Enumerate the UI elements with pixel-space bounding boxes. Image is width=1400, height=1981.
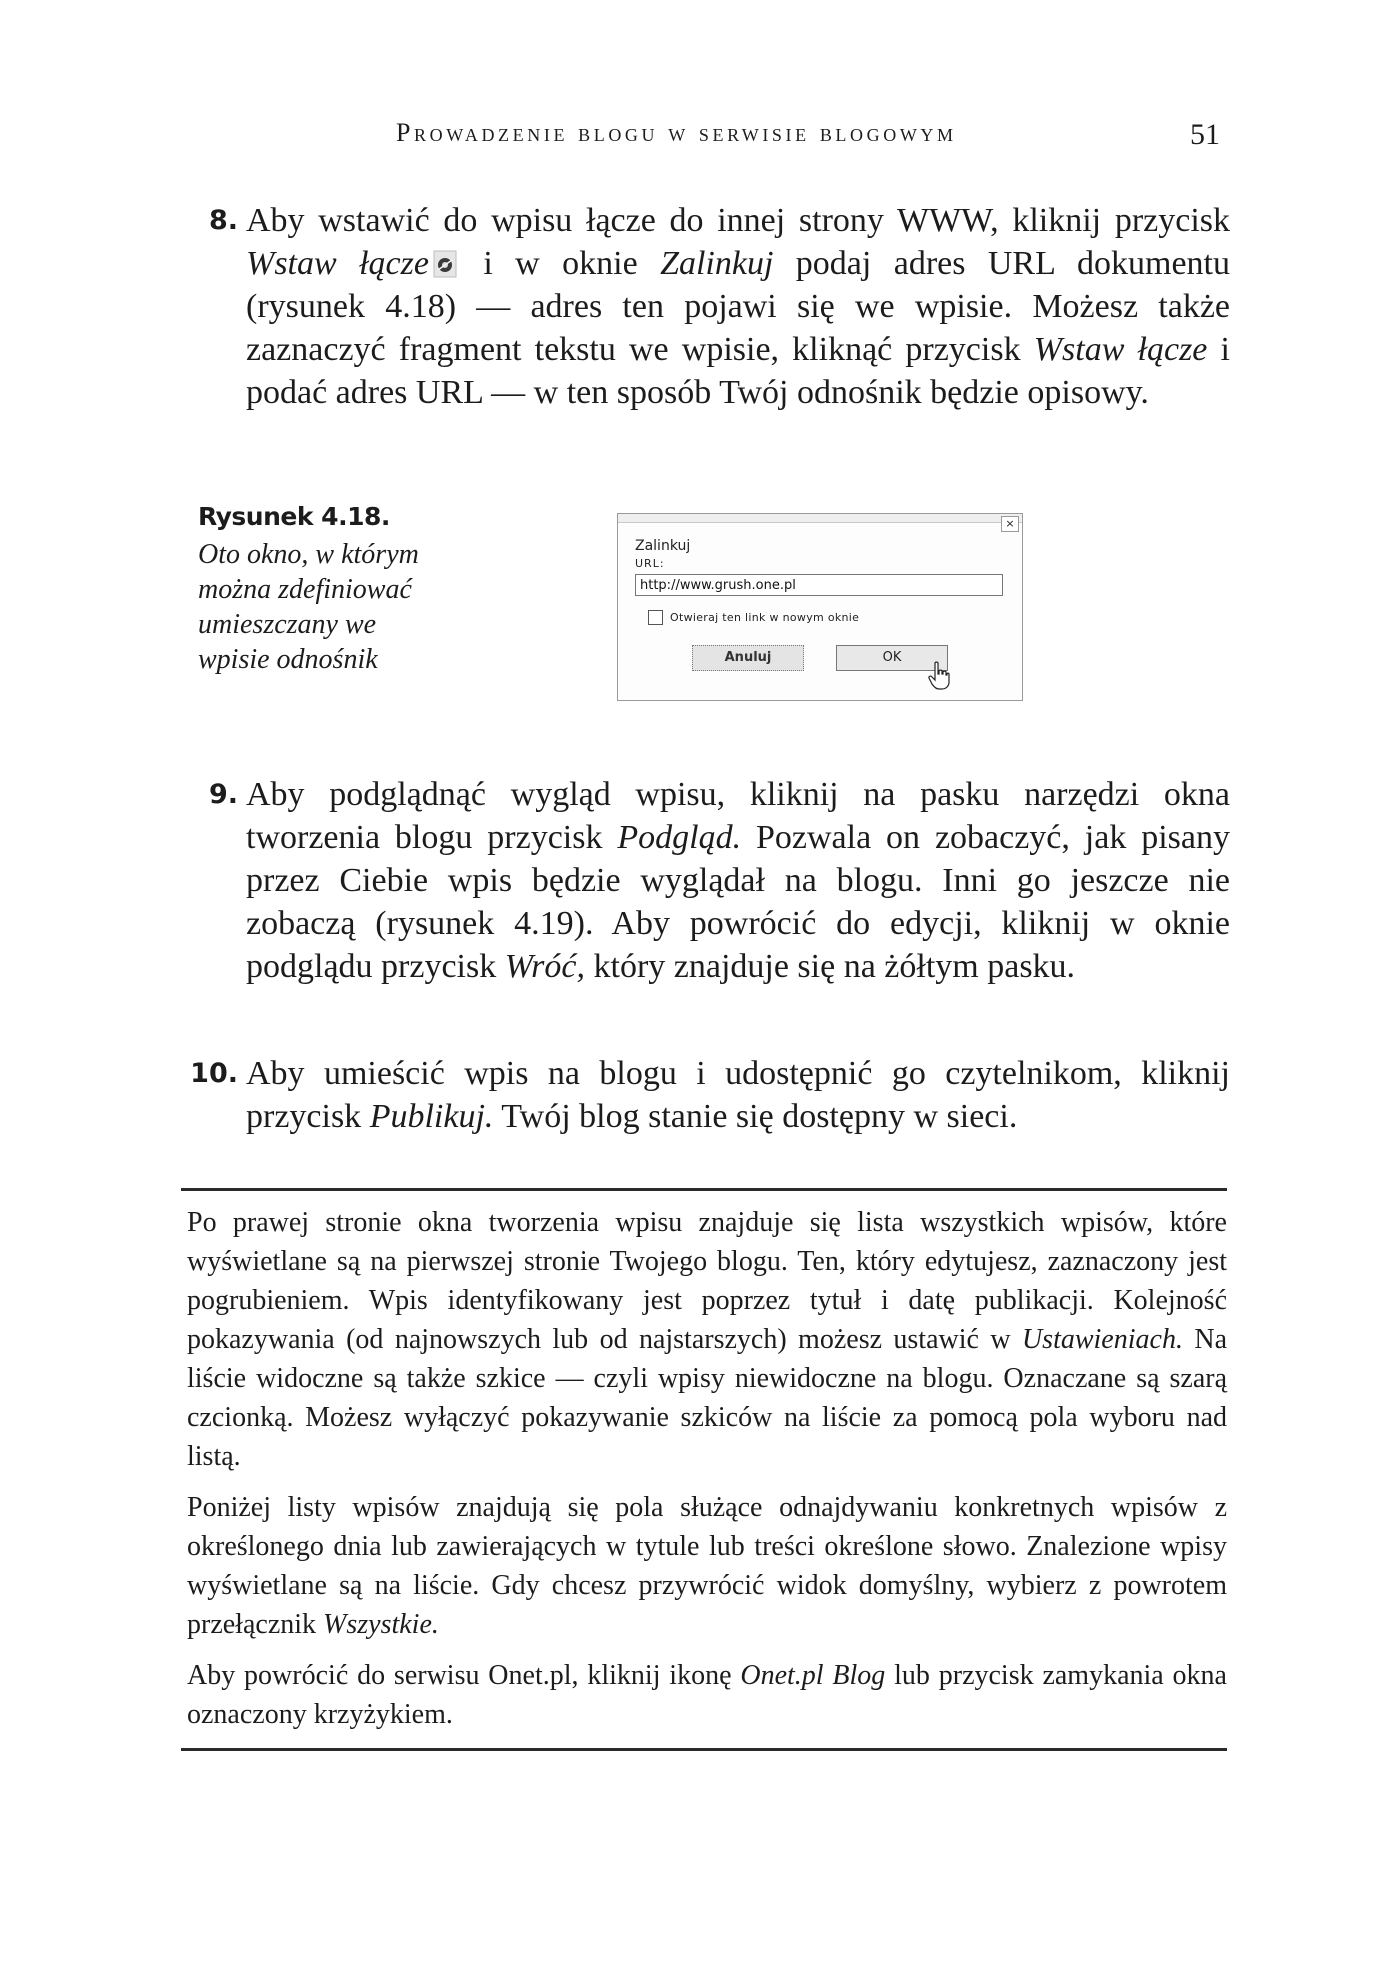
step-number: 9.	[208, 779, 238, 810]
new-window-checkbox-label: Otwieraj ten link w nowym oknie	[670, 611, 860, 624]
url-label: URL:	[635, 557, 665, 570]
dialog-titlebar	[618, 514, 1022, 523]
insert-link-icon	[433, 246, 457, 274]
step-text: Aby podglądnąć wygląd wpisu, kliknij na pasku narzędzi okna tworzenia blogu przycisk Podgląd. Pozwala on zobaczyć, jak pisany przez Ciebie wpis będzie wyglądał na blogu. Inni go jeszcze nie zobaczą (rysunek 4.19). Aby powrócić do edycji, kliknij w oknie podglądu przycisk Wróć, który znajduje się na żółtym pasku.	[246, 776, 1230, 985]
note-paragraph: Aby powrócić do serwisu Onet.pl, kliknij ikonę Onet.pl Blog lub przycisk zamykania okna oznaczony krzyżykiem.	[187, 1660, 1227, 1730]
hand-cursor-icon	[928, 661, 950, 691]
running-head-title: Prowadzenie blogu w serwisie blogowym	[396, 118, 957, 147]
step-10	[190, 1052, 1230, 1138]
figure-caption-text: Oto okno, w którym można zdefiniować umieszczany we wpisie odnośnik	[198, 539, 419, 675]
step-9	[190, 773, 1230, 988]
url-input[interactable]: http://www.grush.one.pl	[635, 574, 1003, 596]
cancel-button[interactable]: Anuluj	[692, 645, 804, 671]
step-text: Aby wstawić do wpisu łącze do innej strony WWW, kliknij przycisk Wstaw łącze i w oknie Zalinkuj podaj adres URL dokumentu (rysunek 4.18) — adres ten pojawi się we wpisie. Możesz także zaznaczyć fragment tekstu we wpisie, kliknąć przycisk Wstaw łącze i podać adres URL — w ten sposób Twój odnośnik będzie opisowy.	[246, 202, 1230, 411]
note-box	[181, 1188, 1227, 1751]
new-window-checkbox[interactable]	[648, 610, 663, 625]
ok-button[interactable]: OK	[836, 645, 948, 671]
note-paragraph: Poniżej listy wpisów znajdują się pola służące odnajdywaniu konkretnych wpisów z określonego dnia lub zawierających w tytule lub treści określone słowo. Znalezione wpisy wyświetlane są na liście. Gdy chcesz przywrócić widok domyślny, wybierz z powrotem przełącznik Wszystkie.	[187, 1492, 1227, 1640]
dialog-title: Zalinkuj	[635, 538, 691, 554]
running-head	[396, 118, 1220, 158]
step-number: 10.	[190, 1058, 238, 1089]
figure-caption	[198, 502, 428, 677]
step-number: 8.	[208, 205, 238, 236]
note-paragraph: Po prawej stronie okna tworzenia wpisu znajduje się lista wszystkich wpisów, które wyświetlane są na pierwszej stronie Twojego blogu. Ten, który edytujesz, zaznaczony jest pogrubieniem. Wpis identyfikowany jest poprzez tytuł i datę publikacji. Kolejność pokazywania (od najnowszych lub od najstarszych) możesz ustawić w Ustawieniach. Na liście widoczne są także szkice — czyli wpisy niewidoczne na blogu. Oznaczane są szarą czcionką. Możesz wyłączyć pokazywanie szkiców na liście za pomocą pola wyboru nad listą.	[187, 1207, 1227, 1472]
page-number: 51	[1190, 118, 1220, 151]
link-dialog-screenshot	[617, 513, 1023, 701]
figure-label: Rysunek 4.18.	[198, 502, 390, 531]
close-button[interactable]: ×	[1001, 516, 1019, 532]
step-8	[190, 199, 1230, 414]
step-text: Aby umieścić wpis na blogu i udostępnić go czytelnikom, kliknij przycisk Publikuj. Twój blog stanie się dostępny w sieci.	[246, 1055, 1230, 1135]
